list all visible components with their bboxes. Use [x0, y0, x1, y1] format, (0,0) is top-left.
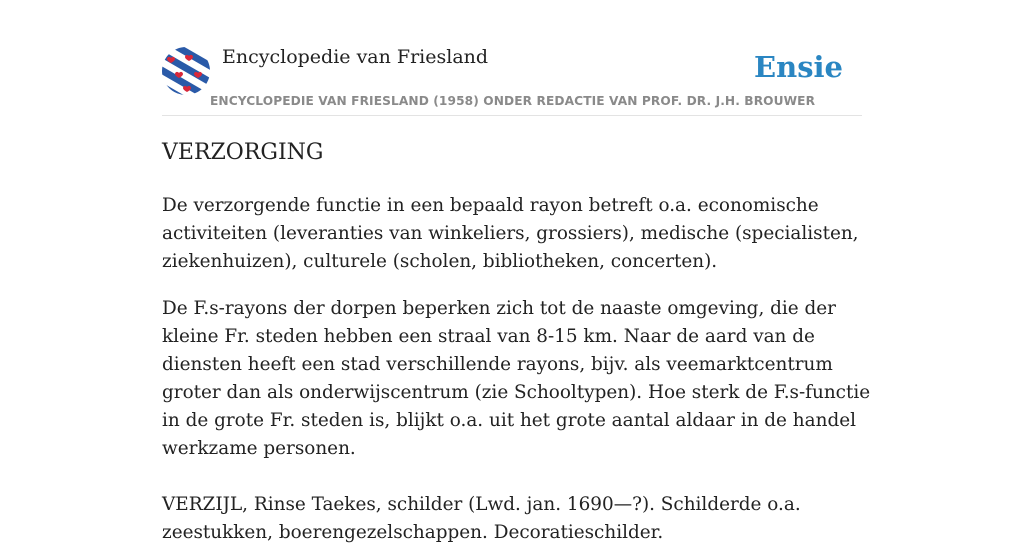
article-title: VERZORGING	[162, 140, 324, 165]
frisian-flag-icon[interactable]	[162, 47, 210, 95]
brand-logo-text[interactable]: Ensie	[754, 50, 843, 84]
paragraph: De F.s-rayons der dorpen beperken zich tot de naaste omgeving, die der kleine Fr. steden hebben een straal van 8-15 km. Naar de aard van de diensten heeft een stad verschillende rayons, bijv. als veemarktcentrum groter dan als onderwijscentrum (zie Schooltypen). Hoe sterk de F.s-functie in de grote Fr. steden is, blijkt o.a. uit het grote aantal aldaar in de handel werkzame personen.	[162, 298, 871, 459]
encyclopedia-subtitle: ENCYCLOPEDIE VAN FRIESLAND (1958) ONDER REDACTIE VAN PROF. DR. J.H. BROUWER	[210, 94, 816, 108]
article-body	[162, 192, 872, 547]
site-title[interactable]: Encyclopedie van Friesland	[222, 46, 489, 68]
paragraph: De verzorgende functie in een bepaald rayon betreft o.a. economische activiteiten (leveranties van winkeliers, grossiers), medische (specialisten, ziekenhuizen), culturele (scholen, bibliotheken, concerten).	[162, 195, 859, 272]
paragraph: VERZIJL, Rinse Taekes, schilder (Lwd. jan. 1690—?). Schilderde o.a. zeestukken, boerengezelschappen. Decoratieschilder.	[162, 494, 801, 543]
header-divider	[162, 115, 862, 116]
